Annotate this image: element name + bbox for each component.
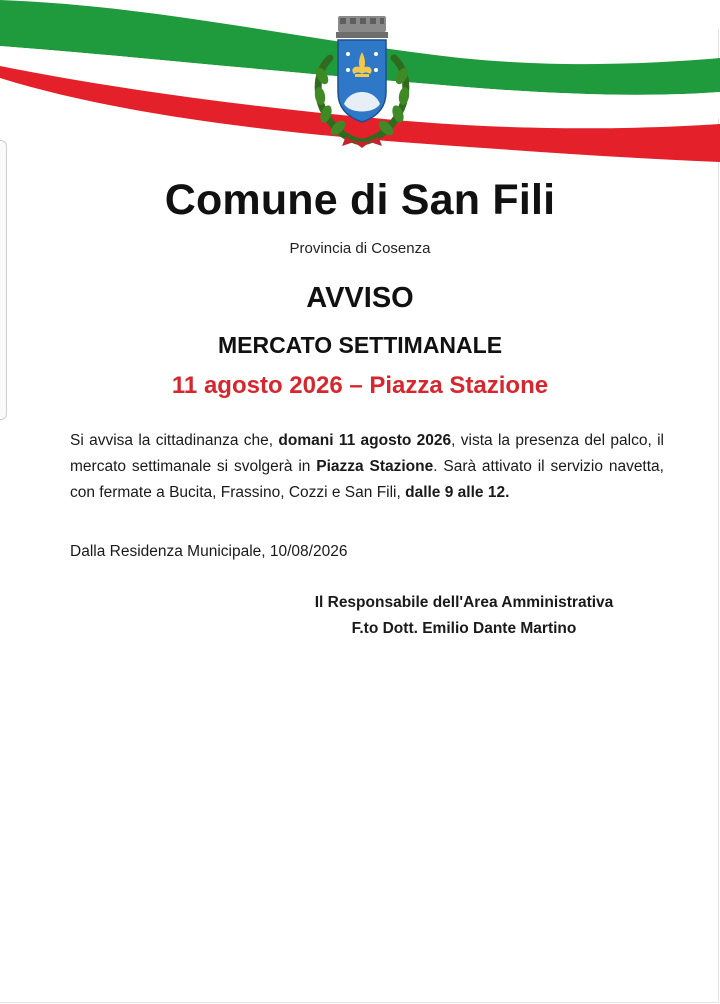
signatory-role: Il Responsabile dell'Area Amministrativa (314, 594, 614, 611)
notice-subject: MERCATO SETTIMANALE (217, 332, 503, 358)
notice-body (70, 428, 664, 506)
notice-date-location: 11 agosto 2026 – Piazza Stazione (171, 372, 549, 399)
coat-of-arms-icon (310, 14, 414, 150)
municipality-title: Comune di San Fili (164, 176, 556, 224)
issue-dateline: Dalla Residenza Municipale, 10/08/2026 (70, 543, 348, 560)
signatory-name: F.to Dott. Emilio Dante Martino (351, 620, 577, 637)
body-text-2: , vista la presenza del palco, il mercato settimanale si svolgerà in (70, 432, 664, 475)
province-subtitle: Provincia di Cosenza (289, 240, 431, 257)
body-hours-bold: dalle 9 alle 12. (405, 484, 510, 501)
notice-heading: AVVISO (306, 282, 414, 314)
signature-block (300, 590, 628, 642)
body-location-bold: Piazza Stazione (316, 458, 434, 475)
body-text-1: Si avvisa la cittadinanza che, (70, 432, 279, 449)
body-text-3: . Sarà attivato il servizio navetta, con fermate a Bucita, Frassino, Cozzi e San Fili, (70, 458, 664, 501)
body-date-bold: domani 11 agosto 2026 (278, 432, 452, 449)
